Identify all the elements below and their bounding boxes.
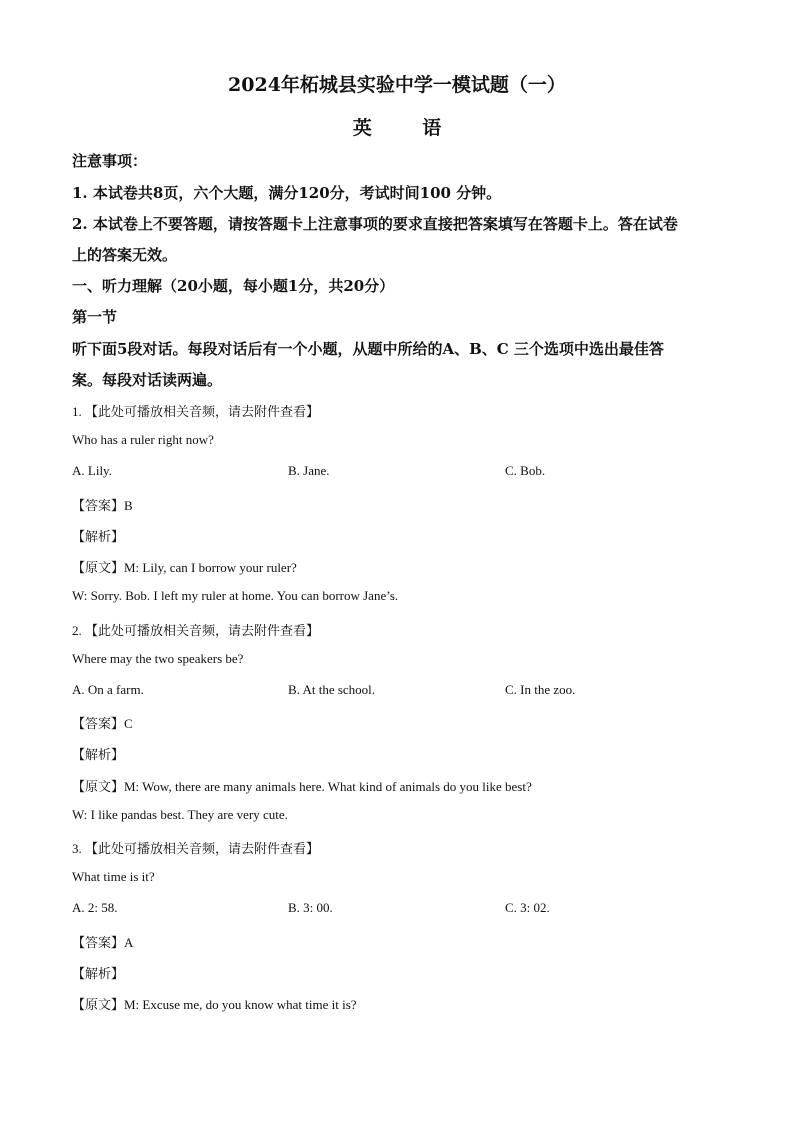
question-2-option-c: C. In the zoo. [505, 682, 576, 697]
part-heading: 第一节 [72, 308, 118, 326]
question-2-text: Where may the two speakers be? [72, 651, 244, 666]
notice-heading: 注意事项： [72, 152, 148, 170]
section-heading: 一、听力理解（20小题，每小题1分，共20分） [72, 277, 395, 295]
question-3-transcript-1: 【原文】M: Excuse me, do you know what time it is? [72, 997, 357, 1012]
question-1-option-c: C. Bob. [505, 463, 546, 478]
question-3-text: What time is it? [72, 869, 155, 884]
instructions-cont: 案。每段对话读两遍。 [72, 371, 223, 389]
notice-item-2-cont: 上的答案无效。 [72, 246, 178, 264]
question-3-option-b: B. 3: 00. [288, 900, 333, 915]
question-2-option-a: A. On a farm. [72, 682, 144, 697]
question-2-transcript-2: W: I like pandas best. They are very cute. [72, 807, 288, 822]
question-2-option-b: B. At the school. [288, 682, 376, 697]
question-1-transcript-2: W: Sorry. Bob. I left my ruler at home. You can borrow Jane’s. [72, 588, 399, 603]
question-3-analysis: 【解析】 [72, 966, 125, 981]
question-1-option-b: B. Jane. [288, 463, 330, 478]
question-2-analysis: 【解析】 [72, 747, 125, 762]
exam-title: 2024年柘城县实验中学一模试题（一） [228, 74, 566, 96]
question-3-option-c: C. 3: 02. [505, 900, 550, 915]
question-3-option-a: A. 2: 58. [72, 900, 118, 915]
question-3-answer: 【答案】A [72, 935, 134, 950]
question-1-option-a: A. Lily. [72, 463, 112, 478]
question-1-text: Who has a ruler right now? [72, 432, 214, 447]
question-2-answer: 【答案】C [72, 716, 133, 731]
question-1-audio: 1. 【此处可播放相关音频，请去附件查看】 [72, 404, 320, 419]
notice-item-2: 2. 本试卷上不要答题，请按答题卡上注意事项的要求直接把答案填写在答题卡上。答在试卷 [72, 215, 678, 233]
notice-item-1: 1. 本试卷共8页，六个大题，满分120分，考试时间100 分钟。 [72, 184, 502, 202]
question-1-answer: 【答案】B [72, 498, 133, 513]
question-2-audio: 2. 【此处可播放相关音频，请去附件查看】 [72, 623, 320, 638]
instructions: 听下面5段对话。每段对话后有一个小题，从题中所给的A、B、C 三个选项中选出最佳答 [72, 340, 664, 358]
question-2-transcript-1: 【原文】M: Wow, there are many animals here. What kind of animals do you like best? [72, 779, 532, 794]
question-1-transcript-1: 【原文】M: Lily, can I borrow your ruler? [72, 560, 297, 575]
question-1-analysis: 【解析】 [72, 529, 125, 544]
question-3-audio: 3. 【此处可播放相关音频，请去附件查看】 [72, 841, 320, 856]
subject-title: 英 语 [352, 117, 464, 139]
